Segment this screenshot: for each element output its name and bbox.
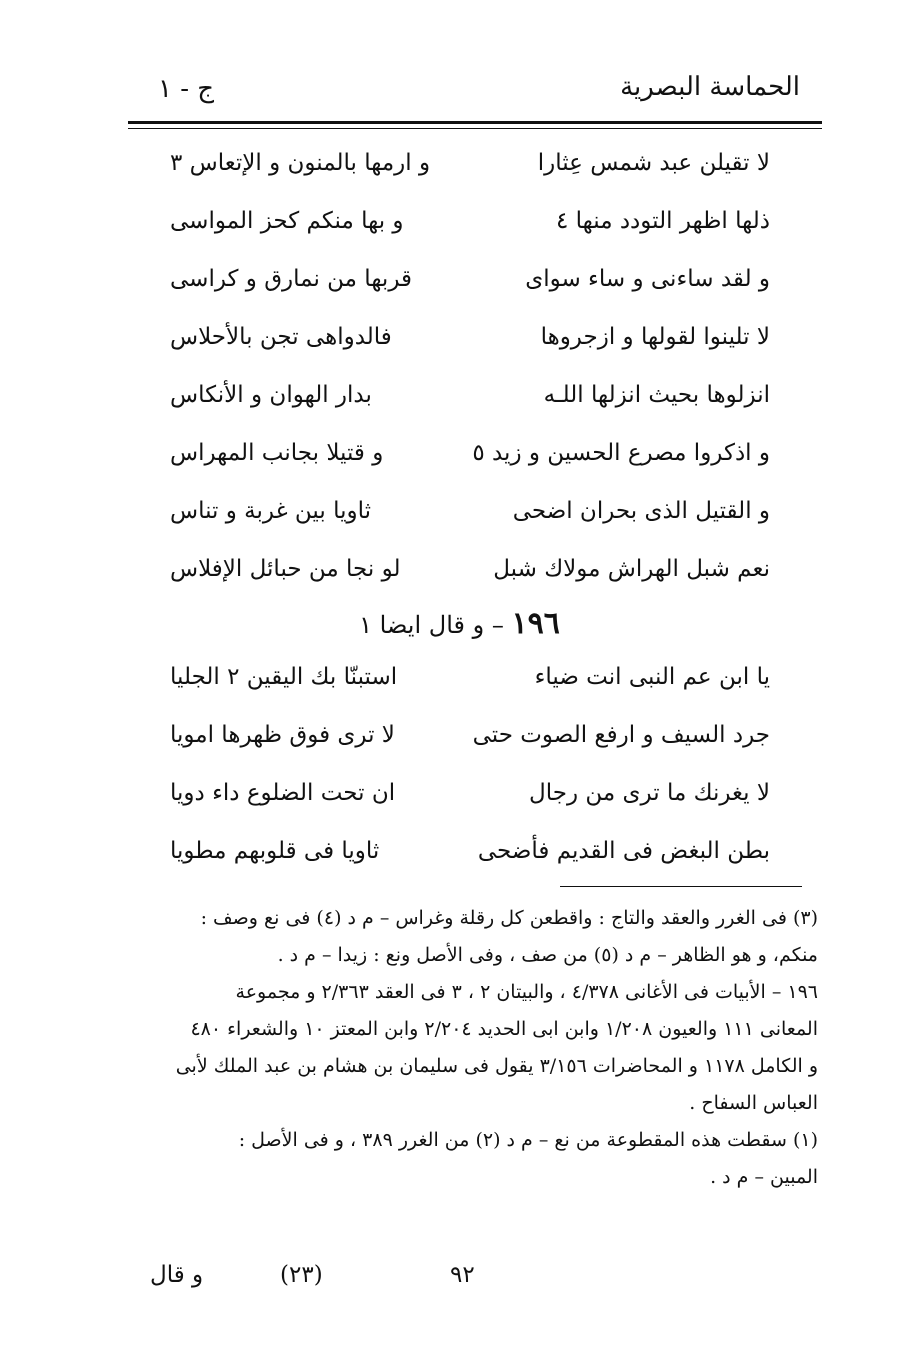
poem-number: ١٩٦ xyxy=(511,606,560,641)
footnote-line: المعانى ١١١ والعيون ١/٢٠٨ وابن ابى الحديد ٢/٢٠٤ وابن المعتز ١٠ والشعراء ٤٨٠ xyxy=(190,1018,818,1040)
catchword: و قال xyxy=(150,1262,204,1288)
second-hemistich: و قتيلا بجانب المهراس xyxy=(170,440,384,466)
verse xyxy=(170,722,770,780)
part-number: ج - ١ xyxy=(158,74,215,104)
first-hemistich: لا تلينوا لقولها و ازجروها xyxy=(540,324,770,350)
footnote-line: و الكامل ١١٧٨ و المحاضرات ٣/١٥٦ يقول فى سليمان بن هشام بن عبد الملك لأبى xyxy=(175,1055,818,1077)
footnote xyxy=(128,974,818,1122)
page-footer xyxy=(150,1262,510,1296)
footnote-line: منكم، و هو الظاهر – م د (٥) من صف ، وفى الأصل ونع : زيدا – م د . xyxy=(277,944,818,966)
first-hemistich: لا يغرنك ما ترى من رجال xyxy=(529,780,770,806)
footnote-separator xyxy=(560,886,802,887)
header-rule-thin xyxy=(128,128,822,129)
footnotes xyxy=(128,900,818,1196)
poem-2-verses xyxy=(170,664,770,896)
verse xyxy=(170,382,770,440)
footnote xyxy=(128,900,818,974)
second-hemistich: ان تحت الضلوع داء دويا xyxy=(170,780,396,806)
footnote-line: (٣) فى الغرر والعقد والتاج : واقطعن كل رقلة وغراس – م د (٤) فى نع وصف : xyxy=(200,907,818,929)
first-hemistich: يا ابن عم النبى انت ضياء xyxy=(534,664,770,690)
verse xyxy=(170,498,770,556)
signature-mark: (٢٣) xyxy=(280,1262,323,1288)
first-hemistich: انزلوها بحيث انزلها اللـه xyxy=(543,382,770,408)
footnote xyxy=(128,1122,818,1196)
first-hemistich: و لقد ساءنى و ساء سواى xyxy=(525,266,770,292)
second-hemistich: قربها من نمارق و كراسى xyxy=(170,266,413,292)
first-hemistich: ذلها اظهر التودد منها ٤ xyxy=(555,208,770,234)
page-number: ٩٢ xyxy=(450,1262,475,1288)
verse xyxy=(170,838,770,896)
verse xyxy=(170,208,770,266)
second-hemistich: لو نجا من حبائل الإفلاس xyxy=(170,556,401,582)
verse xyxy=(170,150,770,208)
poem-1-verses xyxy=(170,150,770,614)
footnote-line: العباس السفاح . xyxy=(689,1092,818,1114)
second-hemistich: ثاويا فى قلوبهم مطويا xyxy=(170,838,380,864)
first-hemistich: و القتيل الذى بحران اضحى xyxy=(512,498,770,524)
poem-heading xyxy=(0,606,919,641)
first-hemistich: و اذكروا مصرع الحسين و زيد ٥ xyxy=(472,440,770,466)
header-rule-thick xyxy=(128,121,822,124)
second-hemistich: و ارمها بالمنون و الإتعاس ٣ xyxy=(170,150,431,176)
second-hemistich: فالدواهى تجن بالأحلاس xyxy=(170,324,392,350)
second-hemistich: بدار الهوان و الأنكاس xyxy=(170,382,372,408)
verse xyxy=(170,664,770,722)
second-hemistich: ثاويا بين غربة و تناس xyxy=(170,498,372,524)
first-hemistich: نعم شبل الهراش مولاك شبل xyxy=(493,556,770,582)
first-hemistich: بطن البغض فى القديم فأضحى xyxy=(477,838,770,864)
first-hemistich: لا تقيلن عبد شمس عِثارا xyxy=(537,150,770,176)
verse xyxy=(170,440,770,498)
verse xyxy=(170,266,770,324)
second-hemistich: و بها منكم كحز المواسى xyxy=(170,208,404,234)
footnote-line: ١٩٦ – الأبيات فى الأغانى ٤/٣٧٨ ، والبيتان ٢ ، ٣ فى العقد ٢/٣٦٣ و مجموعة xyxy=(235,981,818,1003)
first-hemistich: جرد السيف و ارفع الصوت حتى xyxy=(472,722,770,748)
running-header xyxy=(150,72,800,116)
running-title: الحماسة البصرية xyxy=(620,72,800,102)
second-hemistich: لا ترى فوق ظهرها امويا xyxy=(170,722,395,748)
footnote-line: (١) سقطت هذه المقطوعة من نع – م د (٢) من الغرر ٣٨٩ ، و فى الأصل : xyxy=(238,1129,818,1151)
poem-intro: – و قال ايضا ١ xyxy=(359,611,504,639)
verse xyxy=(170,324,770,382)
second-hemistich: استبنّا بك اليقين ٢ الجليا xyxy=(170,664,398,690)
footnote-line: المبين – م د . xyxy=(710,1166,818,1188)
verse xyxy=(170,780,770,838)
